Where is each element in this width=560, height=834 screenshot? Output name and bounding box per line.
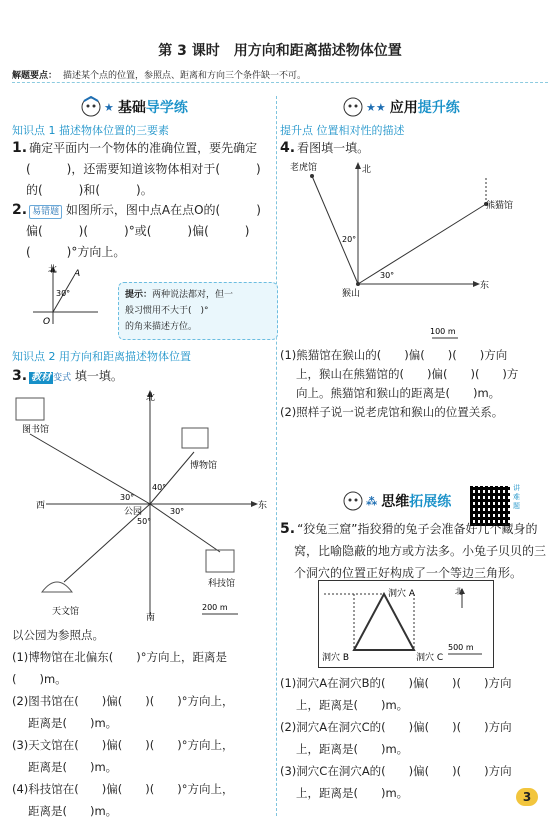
science-museum-icon	[206, 550, 234, 572]
q5-item-3: (3)洞穴C在洞穴A的( )偏( )( )方向	[280, 764, 512, 778]
scale-label: 200 m	[202, 603, 228, 612]
hint-box	[118, 282, 278, 340]
question-5	[280, 518, 552, 584]
north-label: 北	[362, 165, 372, 175]
tip-divider	[12, 82, 548, 83]
q1-line-3: 的( )和( )。	[26, 183, 153, 197]
tiger-label: 老虎馆	[290, 163, 318, 173]
q3-item-3: (3)天文馆在( )偏( )( )°方向上，	[12, 738, 234, 752]
textbook-tag: 教材	[31, 372, 52, 383]
q3-item-4b: 距离是( )m。	[28, 804, 118, 818]
angle-30-east: 30°	[170, 507, 185, 516]
east-arrow-icon	[473, 281, 480, 287]
scale-label: 100 m	[430, 327, 456, 336]
science-label: 科技馆	[208, 579, 236, 589]
question-number: 5.	[280, 521, 296, 537]
question-2	[12, 200, 274, 263]
q1-line-2: ( )，还需要知道该物体相对于( )	[26, 162, 261, 176]
mascot-icon	[78, 96, 104, 118]
qr-caption: 讲难题	[513, 484, 520, 510]
q3-item-4: (4)科技馆在( )偏( )( )°方向上，	[12, 782, 234, 796]
error-prone-tag: 易错题	[29, 205, 62, 219]
cave-triangle	[354, 594, 414, 650]
tiger-point	[310, 174, 314, 178]
question-4-header	[280, 138, 369, 159]
q5-item-2b: 上，距离是( )m。	[296, 742, 409, 756]
star-icon: ★	[104, 100, 114, 114]
ray-museum	[150, 452, 194, 504]
west-label: 西	[36, 501, 46, 511]
scale-label: 500 m	[448, 643, 474, 652]
section-banner-basic	[78, 96, 188, 118]
point-a-label: A	[74, 269, 81, 279]
south-label: 南	[146, 613, 156, 622]
observatory-label: 天文馆	[52, 607, 80, 617]
hint-line-2: 般习惯用不大于( )°	[125, 306, 209, 316]
hint-line-3: 的角来描述方位。	[125, 322, 198, 332]
question-5-items	[280, 672, 552, 804]
q2-line-3: ( )°方向上。	[26, 245, 126, 259]
question-number: 2.	[12, 202, 28, 218]
point-o-label: O	[43, 317, 51, 327]
q3-text: 填一填。	[74, 369, 123, 383]
banner-prefix: 基础	[117, 100, 146, 116]
north-arrow-icon	[355, 162, 361, 169]
question-number: 3.	[12, 368, 28, 384]
north-label: 北	[146, 393, 156, 403]
angle-30-west: 30°	[120, 493, 135, 502]
question-number: 4.	[280, 140, 296, 156]
library-icon	[16, 398, 44, 420]
page-title: 第 3 课时 用方向和距离描述物体位置	[158, 43, 402, 59]
q5-item-1b: 上，距离是( )m。	[296, 698, 409, 712]
angle-label: 30°	[56, 289, 71, 298]
q5-item-1: (1)洞穴A在洞穴B的( )偏( )( )方向	[280, 676, 512, 690]
hint-line-1: 两种说法都对，但一	[152, 290, 234, 300]
tip-label: 解题要点：	[12, 71, 58, 81]
angle-30: 30°	[380, 271, 395, 280]
mascot-icon	[340, 490, 366, 512]
banner1-prefix: 应用	[389, 100, 418, 116]
q4-item-1b: 上，猴山在熊猫馆的( )偏( )( )方	[296, 367, 519, 381]
improvement-point: 提升点 位置相对性的描述	[280, 124, 405, 137]
angle-20: 20°	[342, 235, 357, 244]
ray-tiger	[312, 176, 358, 284]
angle-40: 40°	[152, 483, 167, 492]
question-4-items	[280, 346, 552, 422]
park-label: 公园	[124, 507, 143, 517]
q4-text: 看图填一填。	[297, 141, 370, 155]
q5-line-2: 窝，比喻隐蔽的地方或方法多。小兔子贝贝的三	[294, 544, 547, 558]
q4-item-1: (1)熊猫馆在猴山的( )偏( )( )方向	[280, 348, 508, 362]
north-label: 北	[48, 265, 58, 275]
variant-tag: 变式	[53, 373, 72, 383]
cave-a-label: 洞穴 A	[388, 589, 416, 599]
east-arrow-icon	[251, 501, 258, 507]
banner-suffix: 导学练	[145, 100, 188, 116]
q5-item-3b: 上，距离是( )m。	[296, 786, 409, 800]
question-3-items	[12, 624, 274, 822]
east-label: 东	[258, 501, 268, 511]
q1-line-1: 确定平面内一个物体的准确位置，要先确定	[29, 141, 258, 155]
banner2-suffix: 拓展练	[409, 494, 452, 510]
tip-text: 描述某个点的位置，参照点、距离和方向三个条件缺一不可。	[63, 71, 307, 81]
q4-item-2: (2)照样子说一说老虎馆和猴山的位置关系。	[280, 405, 504, 419]
cave-c-label: 洞穴 C	[416, 653, 444, 663]
q3-map	[12, 386, 274, 622]
museum-label: 博物馆	[190, 461, 218, 471]
q5-figure	[318, 580, 494, 668]
section-banner-expand	[340, 490, 451, 512]
library-label: 图书馆	[22, 425, 50, 435]
q3-item-2: (2)图书馆在( )偏( )( )°方向上，	[12, 694, 234, 708]
q4-item-1c: 向上。熊猫馆和猴山的距离是( )m。	[296, 386, 501, 400]
q3-reference: 以公园为参照点。	[12, 628, 104, 642]
banner1-suffix: 提升练	[417, 100, 460, 116]
monkey-label: 猴山	[342, 289, 361, 299]
section-banner-apply	[340, 96, 460, 118]
q3-item-3b: 距离是( )m。	[28, 760, 118, 774]
question-1	[12, 138, 274, 201]
panda-label: 熊猫馆	[486, 201, 514, 211]
knowledge-point-2: 知识点 2 用方向和距离描述物体位置	[12, 350, 191, 363]
q4-map	[280, 158, 550, 344]
page-number: 3	[516, 788, 538, 806]
mascot-icon	[340, 96, 366, 118]
q3-item-1: (1)博物馆在北偏东( )°方向上，距离是( )m。	[12, 650, 228, 686]
banner2-prefix: 思维	[381, 494, 410, 510]
q5-line-1: “狡兔三窟”指狡猾的兔子会准备好几个藏身的	[297, 522, 538, 536]
three-stars-icon: ⁂	[366, 494, 378, 508]
q2-figure	[28, 262, 108, 332]
ray-science	[150, 504, 220, 552]
north-label: 北	[455, 587, 463, 596]
monkey-hill-point	[356, 282, 360, 286]
q5-item-2: (2)洞穴A在洞穴C的( )偏( )( )方向	[280, 720, 512, 734]
cave-b-label: 洞穴 B	[322, 653, 350, 663]
observatory-icon	[42, 582, 72, 592]
column-divider	[276, 96, 277, 816]
q5-line-3: 个洞穴的位置正好构成了一个等边三角形。	[294, 566, 523, 580]
question-number: 1.	[12, 140, 28, 156]
ray-panda	[358, 204, 486, 284]
solving-tip	[12, 68, 548, 81]
east-label: 东	[480, 281, 490, 291]
angle-50: 50°	[137, 517, 152, 526]
hint-label: 提示：	[125, 290, 153, 300]
museum-icon	[182, 428, 208, 448]
q3-item-2b: 距离是( )m。	[28, 716, 118, 730]
stars-icon: ★★	[366, 100, 386, 114]
q2-line-2: 偏( )( )°或( )偏( )	[26, 224, 250, 238]
q2-line-1: 如图所示，图中点A在点O的( )	[65, 203, 261, 217]
knowledge-point-1: 知识点 1 描述物体位置的三要素	[12, 124, 169, 137]
